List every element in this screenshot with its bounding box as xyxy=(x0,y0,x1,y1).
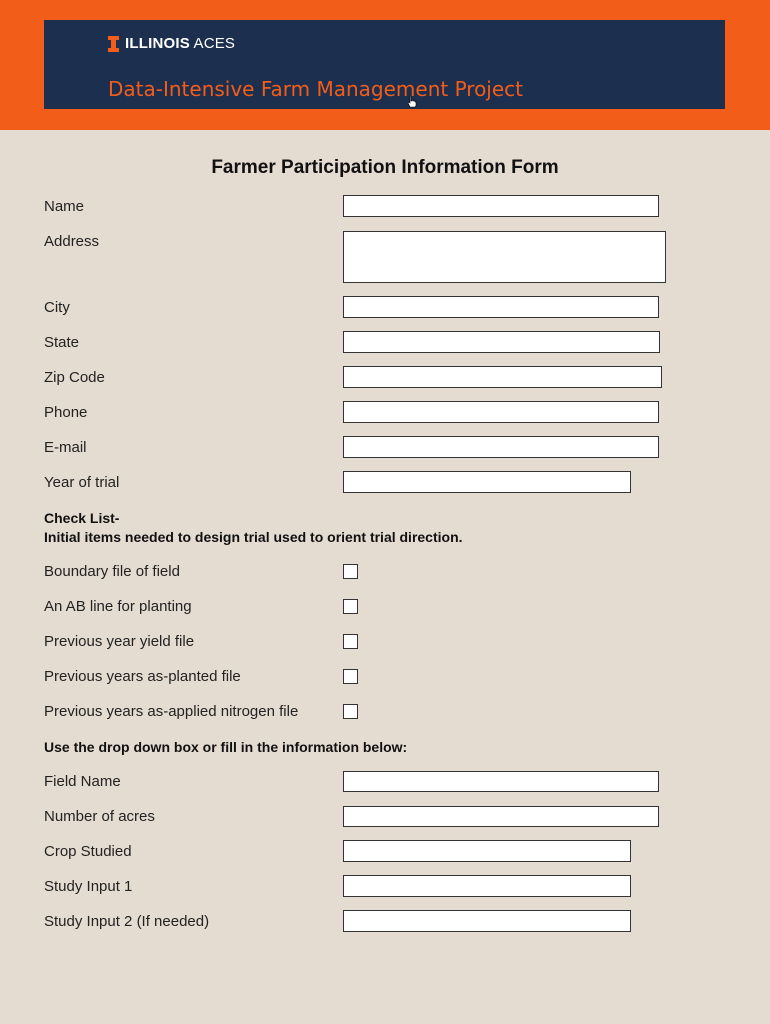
checklist-item-label: An AB line for planting xyxy=(44,598,192,615)
study-input-1-field[interactable] xyxy=(343,875,631,897)
study-input-2-field[interactable] xyxy=(343,910,631,932)
number-of-acres-label: Number of acres xyxy=(44,808,155,825)
number-of-acres-field[interactable] xyxy=(343,806,659,827)
phone-label: Phone xyxy=(44,404,88,421)
illinois-aces-logo xyxy=(108,35,235,52)
hand-cursor-icon xyxy=(408,96,417,108)
year-of-trial-field[interactable] xyxy=(343,471,631,493)
project-title: Data-Intensive Farm Management Project xyxy=(108,77,524,101)
crop-studied-field[interactable] xyxy=(343,840,631,862)
city-field[interactable] xyxy=(343,296,659,318)
checklist-heading-line2: Initial items needed to design trial used to orient trial direction. xyxy=(44,529,463,545)
city-label: City xyxy=(44,299,70,316)
banner xyxy=(44,20,725,109)
checklist-item-label: Boundary file of field xyxy=(44,563,180,580)
dropdown-section-heading: Use the drop down box or fill in the information below: xyxy=(44,739,408,755)
name-field[interactable] xyxy=(343,195,659,217)
zip-code-field[interactable] xyxy=(343,366,662,388)
form-title: Farmer Participation Information Form xyxy=(211,157,559,178)
email-field[interactable] xyxy=(343,436,659,458)
checklist-heading xyxy=(44,509,463,547)
field-name-label: Field Name xyxy=(44,773,121,790)
crop-studied-label: Crop Studied xyxy=(44,843,132,860)
boundary-file-checkbox[interactable] xyxy=(343,564,358,579)
checklist-item-label: Previous year yield file xyxy=(44,633,195,650)
checklist-item-label: Previous years as-planted file xyxy=(44,668,241,685)
logo-brand: ILLINOIS xyxy=(125,35,190,52)
logo-suffix: ACES xyxy=(193,35,236,52)
study-input-1-label: Study Input 1 xyxy=(44,878,133,895)
field-name-field[interactable] xyxy=(343,771,659,792)
address-field[interactable] xyxy=(343,231,666,283)
block-i-icon xyxy=(108,36,119,52)
as-planted-checkbox[interactable] xyxy=(343,669,358,684)
phone-field[interactable] xyxy=(343,401,659,423)
address-label: Address xyxy=(44,233,100,250)
name-label: Name xyxy=(44,198,85,215)
previous-yield-checkbox[interactable] xyxy=(343,634,358,649)
study-input-2-label: Study Input 2 (If needed) xyxy=(44,913,210,930)
year-of-trial-label: Year of trial xyxy=(44,474,120,491)
email-label: E-mail xyxy=(44,439,87,456)
state-label: State xyxy=(44,334,80,351)
checklist-heading-line1: Check List- xyxy=(44,510,120,526)
checklist-item-label: Previous years as-applied nitrogen file xyxy=(44,703,299,720)
ab-line-checkbox[interactable] xyxy=(343,599,358,614)
as-applied-nitrogen-checkbox[interactable] xyxy=(343,704,358,719)
state-field[interactable] xyxy=(343,331,660,353)
zip-code-label: Zip Code xyxy=(44,369,105,386)
